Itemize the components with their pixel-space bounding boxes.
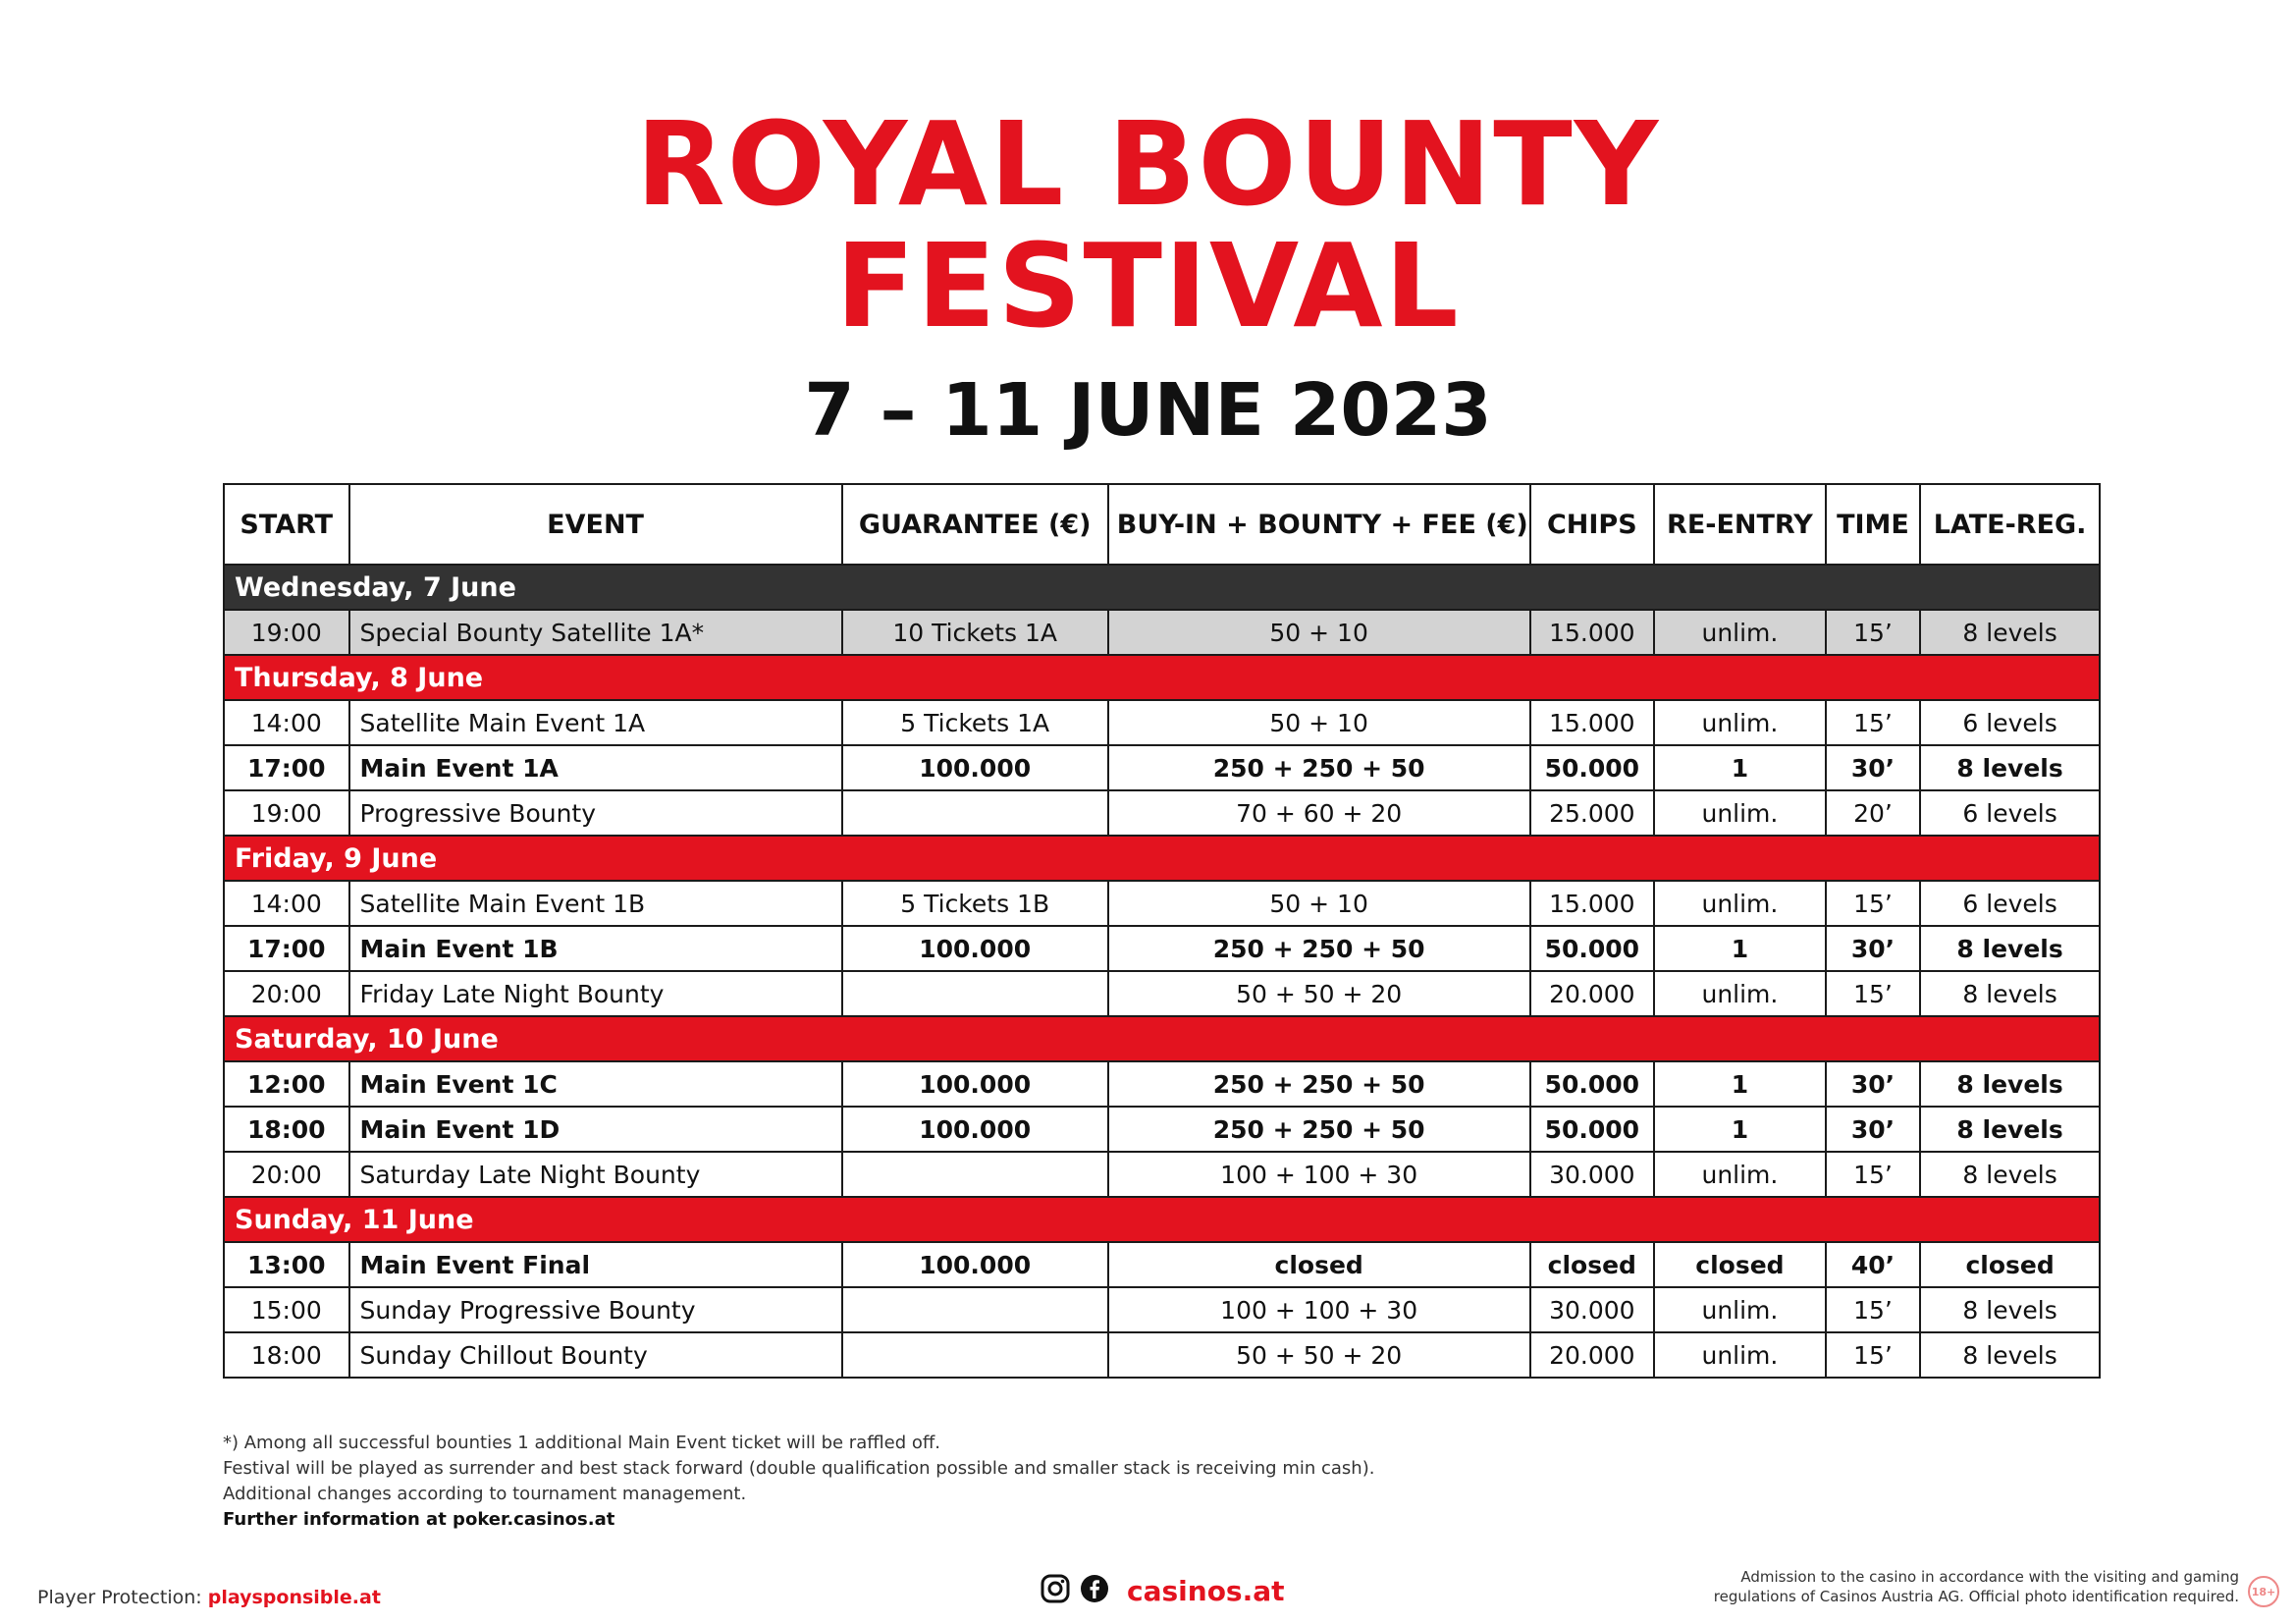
age-restriction-badge: 18+ bbox=[2248, 1576, 2279, 1607]
cell-reentry: unlim. bbox=[1654, 790, 1826, 836]
instagram-icon[interactable] bbox=[1041, 1574, 1070, 1607]
cell-chips: 25.000 bbox=[1530, 790, 1655, 836]
cell-time: 30’ bbox=[1826, 1061, 1920, 1107]
table-row bbox=[224, 1242, 2100, 1287]
cell-latereg: 8 levels bbox=[1920, 610, 2100, 655]
cell-chips: 30.000 bbox=[1530, 1287, 1655, 1332]
cell-chips: 15.000 bbox=[1530, 610, 1655, 655]
cell-time: 15’ bbox=[1826, 610, 1920, 655]
table-row bbox=[224, 790, 2100, 836]
cell-event: Progressive Bounty bbox=[349, 790, 842, 836]
cell-time: 15’ bbox=[1826, 971, 1920, 1016]
facebook-icon[interactable] bbox=[1080, 1574, 1109, 1607]
cell-time: 20’ bbox=[1826, 790, 1920, 836]
table-row bbox=[224, 1061, 2100, 1107]
cell-event: Satellite Main Event 1B bbox=[349, 881, 842, 926]
cell-chips: closed bbox=[1530, 1242, 1655, 1287]
cell-time: 15’ bbox=[1826, 700, 1920, 745]
cell-buyin: 50 + 10 bbox=[1108, 700, 1530, 745]
cell-time: 30’ bbox=[1826, 926, 1920, 971]
cell-buyin: 50 + 50 + 20 bbox=[1108, 971, 1530, 1016]
cell-start: 20:00 bbox=[224, 971, 349, 1016]
cell-time: 40’ bbox=[1826, 1242, 1920, 1287]
festival-dates: 7 – 11 JUNE 2023 bbox=[804, 368, 1492, 453]
table-row bbox=[224, 1107, 2100, 1152]
cell-buyin: closed bbox=[1108, 1242, 1530, 1287]
player-protection bbox=[37, 1587, 381, 1608]
footnote-surrender: Festival will be played as surrender and best stack forward (double qualification possible and smaller stack is receiving min cash). bbox=[223, 1458, 1375, 1479]
cell-reentry: closed bbox=[1654, 1242, 1826, 1287]
col-start: START bbox=[224, 484, 349, 565]
cell-event: Main Event 1D bbox=[349, 1107, 842, 1152]
cell-chips: 50.000 bbox=[1530, 926, 1655, 971]
header-row bbox=[224, 484, 2100, 565]
day-label: Sunday, 11 June bbox=[224, 1197, 2100, 1242]
cell-reentry: unlim. bbox=[1654, 1152, 1826, 1197]
cell-buyin: 50 + 10 bbox=[1108, 610, 1530, 655]
col-guarantee: GUARANTEE (€) bbox=[842, 484, 1108, 565]
cell-latereg: 6 levels bbox=[1920, 700, 2100, 745]
day-row-wednesday bbox=[224, 565, 2100, 610]
cell-chips: 20.000 bbox=[1530, 1332, 1655, 1378]
schedule-table bbox=[223, 483, 2101, 1379]
cell-event: Sunday Progressive Bounty bbox=[349, 1287, 842, 1332]
cell-reentry: unlim. bbox=[1654, 881, 1826, 926]
table-row bbox=[224, 1152, 2100, 1197]
cell-event: Main Event 1B bbox=[349, 926, 842, 971]
footnotes bbox=[223, 1431, 1892, 1533]
playsponsible-link[interactable]: playsponsible.at bbox=[207, 1587, 381, 1608]
cell-start: 12:00 bbox=[224, 1061, 349, 1107]
cell-guarantee: 100.000 bbox=[842, 1242, 1108, 1287]
cell-time: 15’ bbox=[1826, 1287, 1920, 1332]
col-reentry: RE-ENTRY bbox=[1654, 484, 1826, 565]
cell-buyin: 70 + 60 + 20 bbox=[1108, 790, 1530, 836]
cell-time: 15’ bbox=[1826, 1332, 1920, 1378]
footnote-changes: Additional changes according to tournament management. bbox=[223, 1484, 747, 1504]
title-line-1: ROYAL BOUNTY bbox=[635, 96, 1661, 232]
footnote-further-info: Further information at poker.casinos.at bbox=[223, 1509, 615, 1530]
cell-guarantee bbox=[842, 1332, 1108, 1378]
festival-title bbox=[0, 96, 2296, 353]
cell-buyin: 100 + 100 + 30 bbox=[1108, 1287, 1530, 1332]
cell-event: Saturday Late Night Bounty bbox=[349, 1152, 842, 1197]
cell-chips: 30.000 bbox=[1530, 1152, 1655, 1197]
cell-guarantee bbox=[842, 1152, 1108, 1197]
cell-reentry: 1 bbox=[1654, 1061, 1826, 1107]
cell-start: 19:00 bbox=[224, 610, 349, 655]
cell-start: 17:00 bbox=[224, 926, 349, 971]
casinos-link[interactable]: casinos.at bbox=[1127, 1574, 1285, 1607]
cell-guarantee: 100.000 bbox=[842, 1107, 1108, 1152]
day-label: Wednesday, 7 June bbox=[224, 565, 2100, 610]
cell-guarantee: 100.000 bbox=[842, 926, 1108, 971]
cell-chips: 20.000 bbox=[1530, 971, 1655, 1016]
cell-latereg: 8 levels bbox=[1920, 745, 2100, 790]
cell-guarantee bbox=[842, 790, 1108, 836]
cell-time: 15’ bbox=[1826, 1152, 1920, 1197]
cell-start: 17:00 bbox=[224, 745, 349, 790]
cell-latereg: 8 levels bbox=[1920, 1332, 2100, 1378]
table-row bbox=[224, 971, 2100, 1016]
cell-reentry: unlim. bbox=[1654, 1332, 1826, 1378]
cell-reentry: 1 bbox=[1654, 1107, 1826, 1152]
day-row-thursday bbox=[224, 655, 2100, 700]
cell-reentry: unlim. bbox=[1654, 700, 1826, 745]
table-row bbox=[224, 700, 2100, 745]
cell-event: Satellite Main Event 1A bbox=[349, 700, 842, 745]
cell-guarantee: 100.000 bbox=[842, 745, 1108, 790]
footnote-raffle: *) Among all successful bounties 1 additional Main Event ticket will be raffled off. bbox=[223, 1433, 940, 1453]
cell-buyin: 250 + 250 + 50 bbox=[1108, 745, 1530, 790]
day-label: Thursday, 8 June bbox=[224, 655, 2100, 700]
day-row-friday bbox=[224, 836, 2100, 881]
cell-time: 30’ bbox=[1826, 745, 1920, 790]
admission-line-2: regulations of Casinos Austria AG. Official photo identification required. bbox=[1713, 1588, 2239, 1605]
cell-latereg: 8 levels bbox=[1920, 926, 2100, 971]
col-latereg: LATE-REG. bbox=[1920, 484, 2100, 565]
cell-chips: 50.000 bbox=[1530, 745, 1655, 790]
cell-latereg: 6 levels bbox=[1920, 881, 2100, 926]
cell-time: 30’ bbox=[1826, 1107, 1920, 1152]
cell-latereg: closed bbox=[1920, 1242, 2100, 1287]
day-row-saturday bbox=[224, 1016, 2100, 1061]
day-label: Saturday, 10 June bbox=[224, 1016, 2100, 1061]
cell-reentry: 1 bbox=[1654, 745, 1826, 790]
day-label: Friday, 9 June bbox=[224, 836, 2100, 881]
table-row bbox=[224, 610, 2100, 655]
cell-buyin: 50 + 50 + 20 bbox=[1108, 1332, 1530, 1378]
cell-reentry: 1 bbox=[1654, 926, 1826, 971]
cell-buyin: 50 + 10 bbox=[1108, 881, 1530, 926]
cell-guarantee: 10 Tickets 1A bbox=[842, 610, 1108, 655]
cell-event: Special Bounty Satellite 1A* bbox=[349, 610, 842, 655]
cell-event: Sunday Chillout Bounty bbox=[349, 1332, 842, 1378]
col-chips: CHIPS bbox=[1530, 484, 1655, 565]
cell-start: 15:00 bbox=[224, 1287, 349, 1332]
cell-chips: 15.000 bbox=[1530, 700, 1655, 745]
cell-time: 15’ bbox=[1826, 881, 1920, 926]
cell-start: 14:00 bbox=[224, 700, 349, 745]
cell-latereg: 8 levels bbox=[1920, 1061, 2100, 1107]
title-line-2: FESTIVAL bbox=[835, 218, 1461, 353]
cell-start: 18:00 bbox=[224, 1107, 349, 1152]
admission-notice bbox=[1689, 1567, 2239, 1606]
col-event: EVENT bbox=[349, 484, 842, 565]
cell-buyin: 250 + 250 + 50 bbox=[1108, 926, 1530, 971]
cell-chips: 50.000 bbox=[1530, 1107, 1655, 1152]
table-row bbox=[224, 1287, 2100, 1332]
table-row bbox=[224, 1332, 2100, 1378]
social-links bbox=[1041, 1571, 1285, 1610]
table-row bbox=[224, 926, 2100, 971]
cell-chips: 15.000 bbox=[1530, 881, 1655, 926]
cell-event: Main Event 1A bbox=[349, 745, 842, 790]
cell-latereg: 6 levels bbox=[1920, 790, 2100, 836]
cell-chips: 50.000 bbox=[1530, 1061, 1655, 1107]
cell-event: Main Event 1C bbox=[349, 1061, 842, 1107]
col-time: TIME bbox=[1826, 484, 1920, 565]
cell-reentry: unlim. bbox=[1654, 971, 1826, 1016]
cell-event: Friday Late Night Bounty bbox=[349, 971, 842, 1016]
cell-guarantee: 5 Tickets 1A bbox=[842, 700, 1108, 745]
cell-guarantee: 5 Tickets 1B bbox=[842, 881, 1108, 926]
cell-start: 19:00 bbox=[224, 790, 349, 836]
table-row bbox=[224, 881, 2100, 926]
admission-line-1: Admission to the casino in accordance with the visiting and gaming bbox=[1740, 1568, 2239, 1586]
cell-start: 20:00 bbox=[224, 1152, 349, 1197]
cell-guarantee bbox=[842, 971, 1108, 1016]
cell-latereg: 8 levels bbox=[1920, 1107, 2100, 1152]
cell-buyin: 250 + 250 + 50 bbox=[1108, 1061, 1530, 1107]
cell-latereg: 8 levels bbox=[1920, 1152, 2100, 1197]
cell-start: 13:00 bbox=[224, 1242, 349, 1287]
cell-reentry: unlim. bbox=[1654, 610, 1826, 655]
table-row bbox=[224, 745, 2100, 790]
day-row-sunday bbox=[224, 1197, 2100, 1242]
player-protection-label: Player Protection: bbox=[37, 1587, 202, 1608]
cell-reentry: unlim. bbox=[1654, 1287, 1826, 1332]
col-buyin: BUY-IN + BOUNTY + FEE (€) bbox=[1108, 484, 1530, 565]
cell-guarantee bbox=[842, 1287, 1108, 1332]
cell-latereg: 8 levels bbox=[1920, 971, 2100, 1016]
cell-latereg: 8 levels bbox=[1920, 1287, 2100, 1332]
cell-buyin: 250 + 250 + 50 bbox=[1108, 1107, 1530, 1152]
cell-start: 18:00 bbox=[224, 1332, 349, 1378]
cell-buyin: 100 + 100 + 30 bbox=[1108, 1152, 1530, 1197]
cell-guarantee: 100.000 bbox=[842, 1061, 1108, 1107]
cell-start: 14:00 bbox=[224, 881, 349, 926]
cell-event: Main Event Final bbox=[349, 1242, 842, 1287]
